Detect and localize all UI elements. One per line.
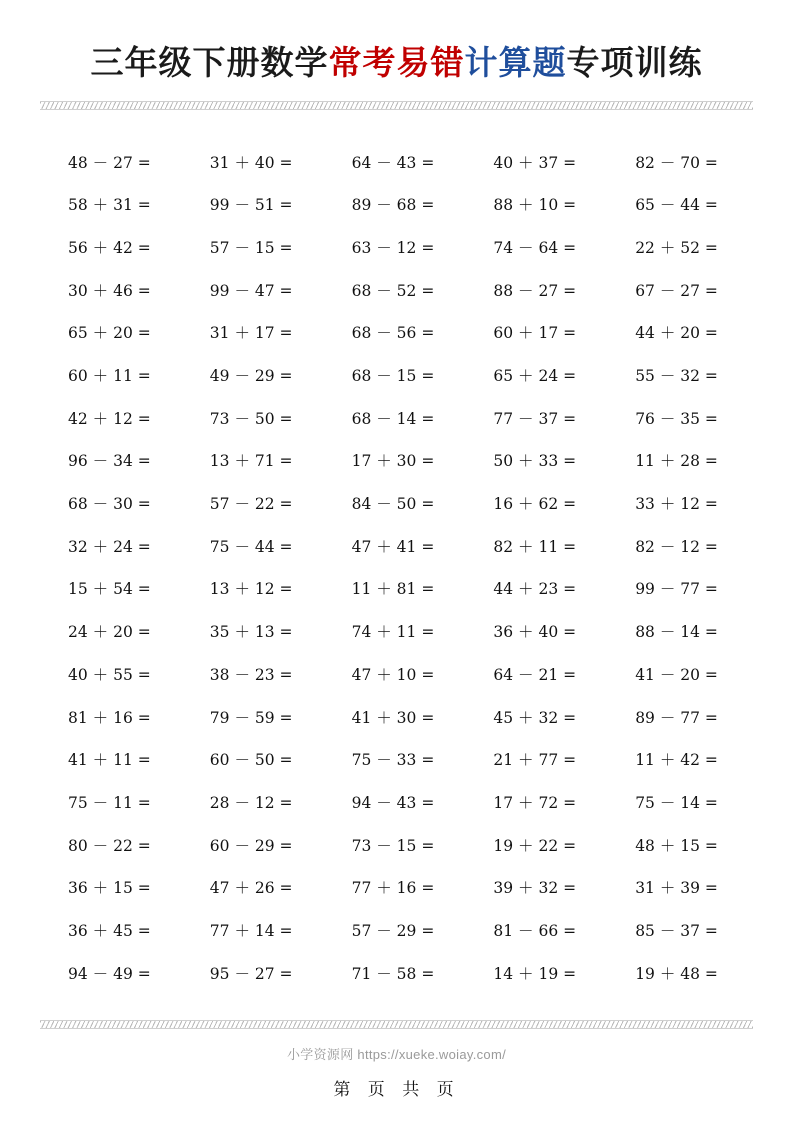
problem-item: 56 ＋ 42 = xyxy=(68,238,151,257)
problem-item: 13 ＋ 12 = xyxy=(209,580,293,599)
problem-item: 47 ＋ 26 = xyxy=(209,879,293,898)
title-segment-3: 计算题 xyxy=(464,43,567,82)
problem-item: 75 － 33 = xyxy=(351,751,435,770)
problem-item: 94 － 49 = xyxy=(68,964,151,983)
problem-item: 55 － 32 = xyxy=(635,367,718,386)
problem-item: 38 － 23 = xyxy=(209,665,293,684)
problem-item: 68 － 14 = xyxy=(351,409,435,428)
problem-item: 85 － 37 = xyxy=(635,921,718,940)
divider-top xyxy=(40,101,753,110)
problem-item: 75 － 14 = xyxy=(635,793,718,812)
problem-item: 48 － 27 = xyxy=(68,153,151,172)
problem-item: 68 － 30 = xyxy=(68,495,151,514)
problem-item: 96 － 34 = xyxy=(68,452,151,471)
problem-item: 48 ＋ 15 = xyxy=(635,836,718,855)
problem-item: 63 － 12 = xyxy=(351,238,435,257)
problem-item: 60 － 50 = xyxy=(209,751,293,770)
problem-item: 42 ＋ 12 = xyxy=(68,409,151,428)
problem-item: 14 ＋ 19 = xyxy=(493,964,577,983)
problem-item: 65 － 44 = xyxy=(635,196,718,215)
problem-item: 22 ＋ 52 = xyxy=(635,238,718,257)
problem-item: 64 － 21 = xyxy=(493,665,577,684)
problem-item: 44 ＋ 23 = xyxy=(493,580,577,599)
problem-item: 32 ＋ 24 = xyxy=(68,537,151,556)
problem-item: 73 － 50 = xyxy=(209,409,293,428)
problem-item: 75 － 11 = xyxy=(68,793,151,812)
problem-item: 41 ＋ 11 = xyxy=(68,751,151,770)
problem-item: 57 － 29 = xyxy=(351,921,435,940)
problem-item: 77 － 37 = xyxy=(493,409,577,428)
problem-item: 19 ＋ 22 = xyxy=(493,836,577,855)
problem-item: 76 － 35 = xyxy=(635,409,718,428)
problem-item: 36 ＋ 40 = xyxy=(493,623,577,642)
problem-item: 81 － 66 = xyxy=(493,921,577,940)
problem-item: 60 － 29 = xyxy=(209,836,293,855)
problem-item: 99 － 47 = xyxy=(209,281,293,300)
problem-item: 13 ＋ 71 = xyxy=(209,452,293,471)
problem-item: 17 ＋ 30 = xyxy=(351,452,435,471)
problem-item: 49 － 29 = xyxy=(209,367,293,386)
page-number-label: 第 页 共 页 xyxy=(333,1080,460,1100)
problem-item: 33 ＋ 12 = xyxy=(635,495,718,514)
problem-item: 40 ＋ 55 = xyxy=(68,665,151,684)
problem-item: 41 ＋ 30 = xyxy=(351,708,435,727)
problem-item: 15 ＋ 54 = xyxy=(68,580,151,599)
problem-item: 71 － 58 = xyxy=(351,964,435,983)
problem-item: 19 ＋ 48 = xyxy=(635,964,718,983)
problem-item: 84 － 50 = xyxy=(351,495,435,514)
problem-item: 21 ＋ 77 = xyxy=(493,751,577,770)
problem-item: 57 － 22 = xyxy=(209,495,293,514)
problem-item: 40 ＋ 37 = xyxy=(493,153,577,172)
problem-item: 80 － 22 = xyxy=(68,836,151,855)
problem-item: 31 ＋ 17 = xyxy=(209,324,293,343)
problem-item: 64 － 43 = xyxy=(351,153,435,172)
title-segment-2: 常考易错 xyxy=(328,43,465,82)
problem-item: 58 ＋ 31 = xyxy=(68,196,151,215)
problem-item: 50 ＋ 33 = xyxy=(493,452,577,471)
problem-item: 65 ＋ 24 = xyxy=(493,367,577,386)
problem-item: 36 ＋ 45 = xyxy=(68,921,151,940)
problem-item: 75 － 44 = xyxy=(209,537,293,556)
problem-item: 79 － 59 = xyxy=(209,708,293,727)
problem-item: 68 － 56 = xyxy=(351,324,435,343)
problem-item: 89 － 68 = xyxy=(351,196,435,215)
problem-grid xyxy=(42,140,751,994)
problem-item: 74 － 64 = xyxy=(493,238,577,257)
problem-item: 11 ＋ 42 = xyxy=(635,751,718,770)
problem-item: 89 － 77 = xyxy=(635,708,718,727)
problem-item: 41 － 20 = xyxy=(635,665,718,684)
title-segment-4: 专项训练 xyxy=(566,43,703,82)
divider-bottom xyxy=(40,1020,753,1029)
problem-item: 82 － 12 = xyxy=(635,537,718,556)
problem-item: 30 ＋ 46 = xyxy=(68,281,151,300)
problem-item: 77 ＋ 16 = xyxy=(351,879,435,898)
problem-item: 99 － 51 = xyxy=(209,196,293,215)
problem-item: 77 ＋ 14 = xyxy=(209,921,293,940)
problem-item: 45 ＋ 32 = xyxy=(493,708,577,727)
problem-item: 68 － 52 = xyxy=(351,281,435,300)
problem-item: 88 － 27 = xyxy=(493,281,577,300)
problem-item: 17 ＋ 72 = xyxy=(493,793,577,812)
problem-item: 65 ＋ 20 = xyxy=(68,324,151,343)
problem-item: 68 － 15 = xyxy=(351,367,435,386)
problem-item: 94 － 43 = xyxy=(351,793,435,812)
problem-item: 44 ＋ 20 = xyxy=(635,324,718,343)
problem-item: 60 ＋ 17 = xyxy=(493,324,577,343)
problem-item: 24 ＋ 20 = xyxy=(68,623,151,642)
grid-spacer xyxy=(24,994,769,1020)
problem-item: 99 － 77 = xyxy=(635,580,718,599)
problem-item: 31 ＋ 39 = xyxy=(635,879,718,898)
page-title xyxy=(24,0,769,83)
problem-item: 82 － 70 = xyxy=(635,153,718,172)
title-segment-1: 三年级下册数学 xyxy=(90,43,329,82)
problem-item: 28 － 12 = xyxy=(209,793,293,812)
problem-item: 57 － 15 = xyxy=(209,238,293,257)
problem-item: 47 ＋ 41 = xyxy=(351,537,435,556)
page-footer xyxy=(0,1044,793,1100)
problem-item: 36 ＋ 15 = xyxy=(68,879,151,898)
problem-item: 88 － 14 = xyxy=(635,623,718,642)
problem-item: 39 ＋ 32 = xyxy=(493,879,577,898)
title-text xyxy=(24,42,769,83)
problem-item: 67 － 27 = xyxy=(635,281,718,300)
problem-item: 11 ＋ 81 = xyxy=(351,580,435,599)
problem-item: 95 － 27 = xyxy=(209,964,293,983)
problem-item: 82 ＋ 11 = xyxy=(493,537,577,556)
problem-item: 60 ＋ 11 = xyxy=(68,367,151,386)
problem-item: 88 ＋ 10 = xyxy=(493,196,577,215)
problem-item: 16 ＋ 62 = xyxy=(493,495,577,514)
problem-item: 11 ＋ 28 = xyxy=(635,452,718,471)
problem-item: 73 － 15 = xyxy=(351,836,435,855)
problem-item: 74 ＋ 11 = xyxy=(351,623,435,642)
problem-item: 47 ＋ 10 = xyxy=(351,665,435,684)
watermark-text: 小学资源网 https://xueke.woiay.com/ xyxy=(287,1047,506,1062)
problem-item: 35 ＋ 13 = xyxy=(209,623,293,642)
problem-item: 31 ＋ 40 = xyxy=(209,153,293,172)
problem-item: 81 ＋ 16 = xyxy=(68,708,151,727)
